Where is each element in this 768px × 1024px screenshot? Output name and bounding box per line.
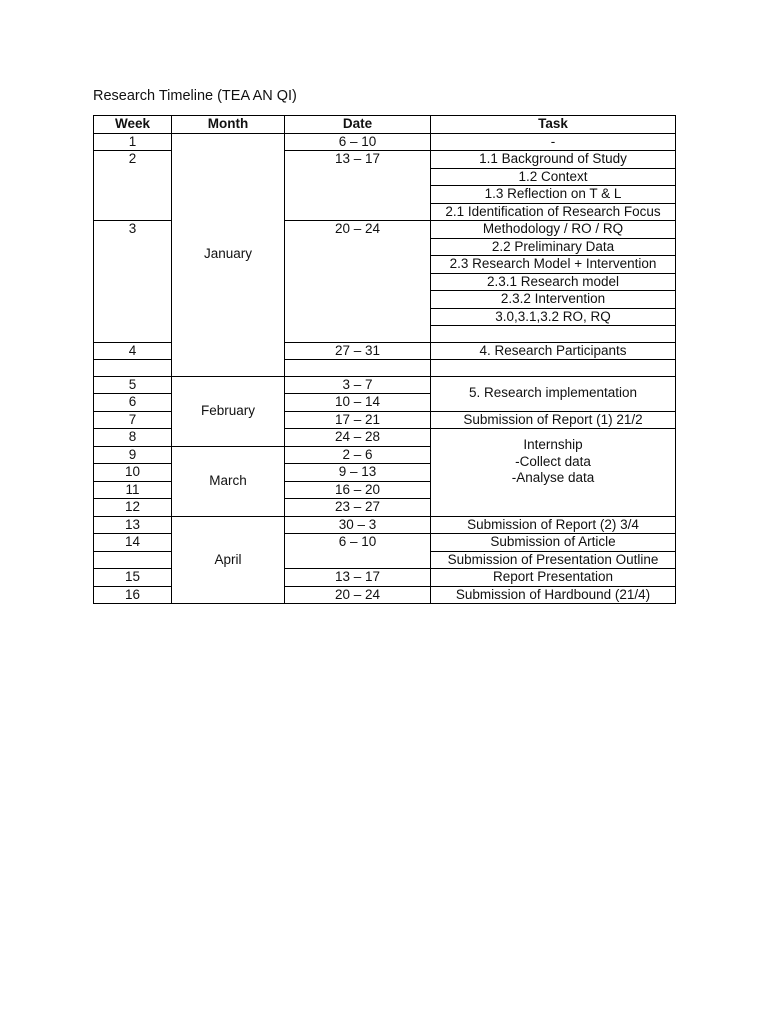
task-line: Internship: [523, 437, 583, 452]
week-cell: 4: [94, 342, 172, 360]
task-cell: Submission of Hardbound (21/4): [431, 586, 676, 604]
week-cell: 12: [94, 499, 172, 517]
header-month: Month: [172, 116, 285, 134]
week-cell: 7: [94, 411, 172, 429]
table-header-row: [94, 116, 676, 134]
task-cell: Report Presentation: [431, 569, 676, 587]
task-cell: Submission of Report (1) 21/2: [431, 411, 676, 429]
task-line: -Collect data: [515, 453, 591, 469]
task-cell: Methodology / RO / RQ: [431, 221, 676, 239]
task-cell: 4. Research Participants: [431, 342, 676, 360]
task-cell: 2.2 Preliminary Data: [431, 238, 676, 256]
task-cell: 5. Research implementation: [431, 376, 676, 411]
task-cell: 2.3.2 Intervention: [431, 291, 676, 309]
week-cell-empty: [94, 551, 172, 569]
week-cell: 5: [94, 376, 172, 394]
table-row: [94, 376, 676, 394]
header-week: Week: [94, 116, 172, 134]
task-line: -Analyse data: [511, 470, 595, 485]
week-cell: 1: [94, 133, 172, 151]
month-cell-february: February: [172, 376, 285, 446]
task-cell: 1.1 Background of Study: [431, 151, 676, 169]
table-row: [94, 133, 676, 151]
task-cell: 2.3.1 Research model: [431, 273, 676, 291]
date-cell: 16 – 20: [285, 481, 431, 499]
task-cell: 3.0,3.1,3.2 RO, RQ: [431, 308, 676, 326]
date-cell: 13 – 17: [285, 569, 431, 587]
week-cell: 13: [94, 516, 172, 534]
date-cell: 23 – 27: [285, 499, 431, 517]
week-cell: 2: [94, 151, 172, 221]
week-cell: 15: [94, 569, 172, 587]
week-cell: 8: [94, 429, 172, 447]
week-cell-empty: [94, 360, 172, 377]
task-cell-internship: [431, 429, 676, 517]
task-cell: Submission of Report (2) 3/4: [431, 516, 676, 534]
date-cell: 6 – 10: [285, 133, 431, 151]
week-cell: 16: [94, 586, 172, 604]
month-cell-january: January: [172, 133, 285, 376]
date-cell: 20 – 24: [285, 221, 431, 343]
date-cell: 27 – 31: [285, 342, 431, 360]
date-cell: 10 – 14: [285, 394, 431, 412]
week-cell: 9: [94, 446, 172, 464]
table-row: [94, 516, 676, 534]
task-cell: 2.1 Identification of Research Focus: [431, 203, 676, 221]
date-cell: 6 – 10: [285, 534, 431, 569]
document-title: Research Timeline (TEA AN QI): [93, 88, 297, 104]
week-cell: 10: [94, 464, 172, 482]
header-date: Date: [285, 116, 431, 134]
header-task: Task: [431, 116, 676, 134]
date-cell: 20 – 24: [285, 586, 431, 604]
date-cell: 2 – 6: [285, 446, 431, 464]
week-cell: 11: [94, 481, 172, 499]
date-cell: 3 – 7: [285, 376, 431, 394]
date-cell: 17 – 21: [285, 411, 431, 429]
week-cell: 6: [94, 394, 172, 412]
week-cell: 3: [94, 221, 172, 343]
date-cell-empty: [285, 360, 431, 377]
task-cell-empty: [431, 360, 676, 377]
task-cell: -: [431, 133, 676, 151]
task-cell: 1.2 Context: [431, 168, 676, 186]
task-cell: 1.3 Reflection on T & L: [431, 186, 676, 204]
month-cell-march: March: [172, 446, 285, 516]
task-cell: Submission of Article: [431, 534, 676, 552]
task-cell: 2.3 Research Model + Intervention: [431, 256, 676, 274]
date-cell: 30 – 3: [285, 516, 431, 534]
date-cell: 24 – 28: [285, 429, 431, 447]
research-timeline-table: [93, 115, 676, 604]
date-cell: 9 – 13: [285, 464, 431, 482]
task-cell: Submission of Presentation Outline: [431, 551, 676, 569]
date-cell: 13 – 17: [285, 151, 431, 221]
task-cell-empty: [431, 326, 676, 343]
month-cell-april: April: [172, 516, 285, 604]
week-cell: 14: [94, 534, 172, 552]
